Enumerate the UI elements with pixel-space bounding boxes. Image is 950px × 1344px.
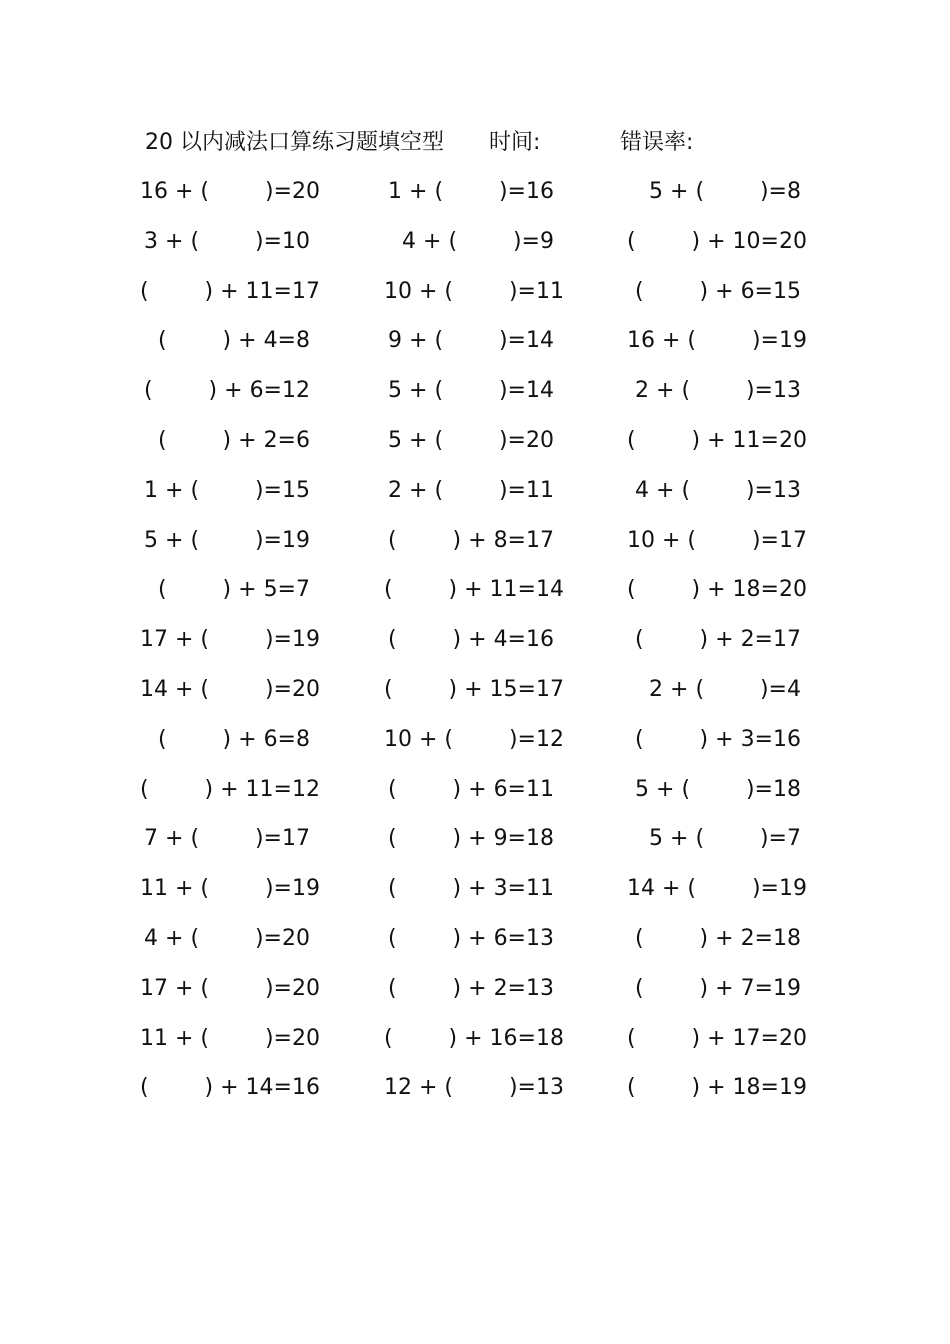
exercise-item	[384, 871, 554, 907]
exercise-item	[384, 772, 554, 808]
exercise-row	[0, 1021, 950, 1071]
exercise-item	[140, 921, 310, 957]
exercise-item	[140, 174, 320, 210]
equation-text: 4 + ( )=13	[635, 477, 801, 503]
exercise-item	[384, 373, 554, 409]
exercise-item	[627, 274, 801, 310]
exercise-item	[140, 373, 310, 409]
exercise-item	[140, 1070, 320, 1106]
exercise-item	[627, 1070, 807, 1106]
equation-text: 5 + ( )=18	[635, 776, 801, 802]
exercise-item	[384, 622, 554, 658]
exercise-item	[140, 423, 310, 459]
exercise-item	[140, 722, 310, 758]
equation-text: ( ) + 2=17	[635, 627, 801, 653]
exercise-item	[627, 1021, 807, 1057]
equation-text: ( ) + 6=12	[144, 378, 310, 404]
equation-text: ( ) + 3=11	[388, 876, 554, 902]
exercise-item	[627, 921, 801, 957]
equation-text: ( ) + 14=16	[140, 1075, 320, 1101]
equation-text: 4 + ( )=20	[144, 925, 310, 951]
exercise-item	[384, 572, 564, 608]
equation-text: ( ) + 11=17	[140, 278, 320, 304]
equation-text: 2 + ( )=13	[635, 378, 801, 404]
equation-text: 16 + ( )=20	[140, 179, 320, 204]
exercise-row	[0, 672, 950, 722]
exercise-row	[0, 373, 950, 423]
equation-text: ( ) + 4=8	[158, 328, 310, 354]
exercise-item	[140, 473, 310, 509]
equation-text: 5 + ( )=14	[388, 378, 554, 404]
exercise-row	[0, 473, 950, 523]
equation-text: 3 + ( )=10	[144, 228, 310, 254]
exercise-row	[0, 821, 950, 871]
exercise-item	[384, 174, 554, 210]
equation-text: ( ) + 16=18	[384, 1025, 564, 1051]
equation-text: 5 + ( )=8	[649, 179, 801, 204]
equation-text: 5 + ( )=20	[388, 427, 554, 453]
exercise-item	[140, 274, 320, 310]
exercise-row	[0, 323, 950, 373]
exercise-item	[627, 423, 807, 459]
exercise-row	[0, 523, 950, 573]
exercise-item	[627, 821, 801, 857]
exercise-item	[627, 772, 801, 808]
equation-text: 5 + ( )=7	[649, 826, 801, 852]
equation-text: 7 + ( )=17	[144, 826, 310, 852]
exercise-row	[0, 224, 950, 274]
exercise-row	[0, 622, 950, 672]
equation-text: ( ) + 3=16	[635, 726, 801, 752]
equation-text: 2 + ( )=4	[649, 676, 801, 702]
exercise-item	[627, 174, 801, 210]
exercise-item	[140, 821, 310, 857]
equation-text: 11 + ( )=19	[140, 876, 320, 902]
error-rate-label: 错误率:	[620, 130, 694, 155]
equation-text: ( ) + 18=19	[627, 1075, 807, 1101]
equation-text: 11 + ( )=20	[140, 1025, 320, 1051]
exercise-item	[384, 722, 564, 758]
exercise-item	[140, 572, 310, 608]
equation-text: 16 + ( )=19	[627, 328, 807, 354]
exercise-row	[0, 1070, 950, 1120]
exercise-row	[0, 274, 950, 324]
equation-text: ( ) + 15=17	[384, 676, 564, 702]
exercise-row	[0, 174, 950, 224]
exercise-grid	[0, 174, 950, 1120]
exercise-item	[384, 921, 554, 957]
equation-text: 12 + ( )=13	[384, 1075, 564, 1101]
equation-text: ( ) + 11=20	[627, 427, 807, 453]
equation-text: ( ) + 10=20	[627, 228, 807, 254]
equation-text: 4 + ( )=9	[402, 228, 554, 254]
equation-text: ( ) + 6=11	[388, 776, 554, 802]
exercise-item	[384, 274, 564, 310]
exercise-row	[0, 572, 950, 622]
exercise-item	[384, 523, 554, 559]
equation-text: 14 + ( )=19	[627, 876, 807, 902]
worksheet-header	[0, 126, 950, 160]
exercise-item	[140, 971, 320, 1007]
equation-text: ( ) + 6=8	[158, 726, 310, 752]
worksheet-title: 20 以内减法口算练习题填空型	[145, 130, 444, 155]
exercise-item	[384, 1021, 564, 1057]
exercise-item	[627, 871, 807, 907]
equation-text: 2 + ( )=11	[388, 477, 554, 503]
equation-text: ( ) + 11=12	[140, 776, 320, 802]
exercise-item	[140, 323, 310, 359]
equation-text: 10 + ( )=11	[384, 278, 564, 304]
exercise-item	[627, 473, 801, 509]
exercise-item	[140, 672, 320, 708]
equation-text: ( ) + 9=18	[388, 826, 554, 852]
exercise-item	[140, 772, 320, 808]
exercise-item	[627, 224, 807, 260]
exercise-item	[140, 871, 320, 907]
exercise-item	[384, 821, 554, 857]
equation-text: 14 + ( )=20	[140, 676, 320, 702]
equation-text: 17 + ( )=20	[140, 975, 320, 1001]
exercise-item	[627, 672, 801, 708]
equation-text: ( ) + 2=13	[388, 975, 554, 1001]
equation-text: ( ) + 4=16	[388, 627, 554, 653]
equation-text: ( ) + 11=14	[384, 577, 564, 603]
equation-text: 1 + ( )=15	[144, 477, 310, 503]
exercise-row	[0, 971, 950, 1021]
exercise-row	[0, 722, 950, 772]
exercise-item	[384, 1070, 564, 1106]
exercise-item	[384, 323, 554, 359]
exercise-item	[384, 473, 554, 509]
exercise-item	[627, 622, 801, 658]
exercise-item	[384, 971, 554, 1007]
equation-text: ( ) + 2=6	[158, 427, 310, 453]
exercise-item	[140, 224, 310, 260]
equation-text: ( ) + 17=20	[627, 1025, 807, 1051]
equation-text: ( ) + 6=15	[635, 278, 801, 304]
exercise-item	[140, 622, 320, 658]
exercise-item	[384, 672, 564, 708]
exercise-item	[140, 523, 310, 559]
exercise-row	[0, 772, 950, 822]
exercise-item	[384, 423, 554, 459]
equation-text: 1 + ( )=16	[388, 179, 554, 204]
equation-text: 5 + ( )=19	[144, 527, 310, 553]
equation-text: ( ) + 8=17	[388, 527, 554, 553]
exercise-item	[140, 1021, 320, 1057]
exercise-row	[0, 921, 950, 971]
exercise-item	[627, 722, 801, 758]
exercise-item	[627, 572, 807, 608]
equation-text: ( ) + 18=20	[627, 577, 807, 603]
equation-text: 9 + ( )=14	[388, 328, 554, 354]
equation-text: ( ) + 7=19	[635, 975, 801, 1001]
equation-text: ( ) + 2=18	[635, 925, 801, 951]
exercise-item	[627, 523, 807, 559]
equation-text: ( ) + 6=13	[388, 925, 554, 951]
equation-text: ( ) + 5=7	[158, 577, 310, 603]
exercise-item	[627, 323, 807, 359]
time-label: 时间:	[489, 130, 541, 155]
equation-text: 17 + ( )=19	[140, 627, 320, 653]
equation-text: 10 + ( )=17	[627, 527, 807, 553]
exercise-item	[627, 373, 801, 409]
exercise-item	[627, 971, 801, 1007]
equation-text: 10 + ( )=12	[384, 726, 564, 752]
exercise-row	[0, 423, 950, 473]
exercise-row	[0, 871, 950, 921]
exercise-item	[384, 224, 554, 260]
